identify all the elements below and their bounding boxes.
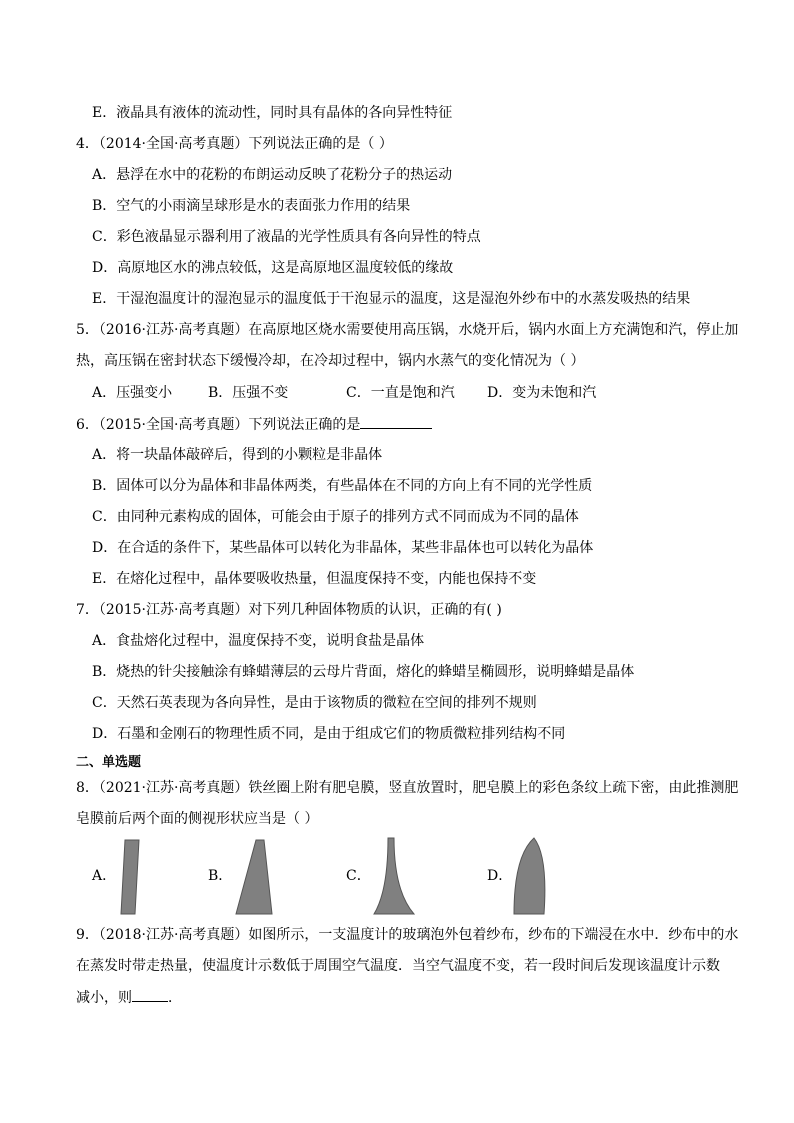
q9-stem-line2: 在蒸发时带走热量，使温度计示数低于周围空气温度．当空气温度不变，若一段时间后发现该温度计示数: [76, 958, 720, 974]
q8-label-c: C．: [346, 868, 371, 884]
q8-label-b: B．: [208, 868, 233, 884]
q8-stem-line1: 8．（2021·江苏·高考真题）铁丝圈上附有肥皂膜，竖直放置时，肥皂膜上的彩色条纹上疏下密，由此推测肥: [76, 780, 739, 796]
q4-option-e: E．干湿泡温度计的湿泡显示的温度低于干泡显示的温度，这是湿泡外纱布中的水蒸发吸热的结果: [92, 291, 691, 307]
q3-option-e: E．液晶具有液体的流动性，同时具有晶体的各向异性特征: [92, 105, 453, 121]
q9-stem-line1: 9．（2018·江苏·高考真题）如图所示，一支温度计的玻璃泡外包着纱布，纱布的下端浸在水中．纱布中的水: [76, 927, 739, 943]
q7-stem: 7．（2015·江苏·高考真题）对下列几种固体物质的认识，正确的有( ): [76, 602, 502, 618]
q6-option-d: D．在合适的条件下，某些晶体可以转化为非晶体，某些非晶体也可以转化为晶体: [92, 540, 594, 556]
q4-option-c: C．彩色液晶显示器利用了液晶的光学性质具有各向异性的特点: [92, 229, 481, 245]
q6-option-a: A．将一块晶体敲碎后，得到的小颗粒是非晶体: [92, 447, 383, 463]
q9-stem-prefix: 减小，则: [76, 990, 132, 1006]
answer-blank: [360, 414, 432, 429]
q8-label-a: A．: [92, 868, 117, 884]
q5-stem-line2: 热，高压锅在密封状态下缓慢冷却，在冷却过程中，锅内水蒸气的变化情况为（ ）: [76, 353, 585, 369]
q9-stem-line3: [76, 987, 182, 1008]
q8-figure-c: [368, 836, 418, 916]
q6-option-c: C．由同种元素构成的固体，可能会由于原子的排列方式不同而成为不同的晶体: [92, 509, 579, 525]
q9-stem-suffix: ．: [168, 990, 182, 1006]
q6-stem-row: [76, 414, 432, 435]
q5-stem-line1: 5．（2016·江苏·高考真题）在高原地区烧水需要使用高压锅，水烧开后，锅内水面上方充满饱和汽，停止加: [76, 322, 739, 338]
q4-option-d: D．高原地区水的沸点较低，这是高原地区温度较低的缘故: [92, 260, 454, 276]
section-heading: 二、单选题: [76, 755, 142, 770]
q7-option-c: C．天然石英表现为各向异性，是由于该物质的微粒在空间的排列不规则: [92, 695, 537, 711]
q8-figure-a: [115, 838, 151, 916]
q8-label-d: D．: [487, 868, 513, 884]
q5-option-a: A．压强变小: [92, 385, 173, 401]
q7-option-d: D．石墨和金刚石的物理性质不同，是由于组成它们的物质微粒排列结构不同: [92, 726, 566, 742]
q7-option-a: A．食盐熔化过程中，温度保持不变，说明食盐是晶体: [92, 633, 425, 649]
q6-option-e: E．在熔化过程中，晶体要吸收热量，但温度保持不变，内能也保持不变: [92, 571, 537, 587]
q5-option-b: B．压强不变: [208, 385, 289, 401]
q4-option-a: A．悬浮在水中的花粉的布朗运动反映了花粉分子的热运动: [92, 167, 453, 183]
q8-figure-d: [508, 836, 552, 916]
film-shape: [514, 838, 545, 914]
q6-option-b: B．固体可以分为晶体和非晶体两类，有些晶体在不同的方向上有不同的光学性质: [92, 478, 593, 494]
q4-stem: 4．（2014·全国·高考真题）下列说法正确的是（ ）: [76, 136, 393, 152]
q8-stem-line2: 皂膜前后两个面的侧视形状应当是（ ）: [76, 811, 319, 827]
q7-option-b: B．烧热的针尖接触涂有蜂蜡薄层的云母片背面，熔化的蜂蜡呈椭圆形，说明蜂蜡是晶体: [92, 664, 635, 680]
q5-option-c: C．一直是饱和汽: [346, 385, 455, 401]
q6-stem: 6．（2015·全国·高考真题）下列说法正确的是: [76, 417, 361, 433]
film-shape: [121, 840, 139, 914]
q5-option-d: D．变为未饱和汽: [487, 385, 597, 401]
film-shape: [374, 838, 414, 914]
q4-option-b: B．空气的小雨滴呈球形是水的表面张力作用的结果: [92, 198, 411, 214]
answer-blank: [132, 987, 168, 1002]
q8-figure-b: [230, 838, 280, 916]
film-shape: [236, 840, 272, 914]
